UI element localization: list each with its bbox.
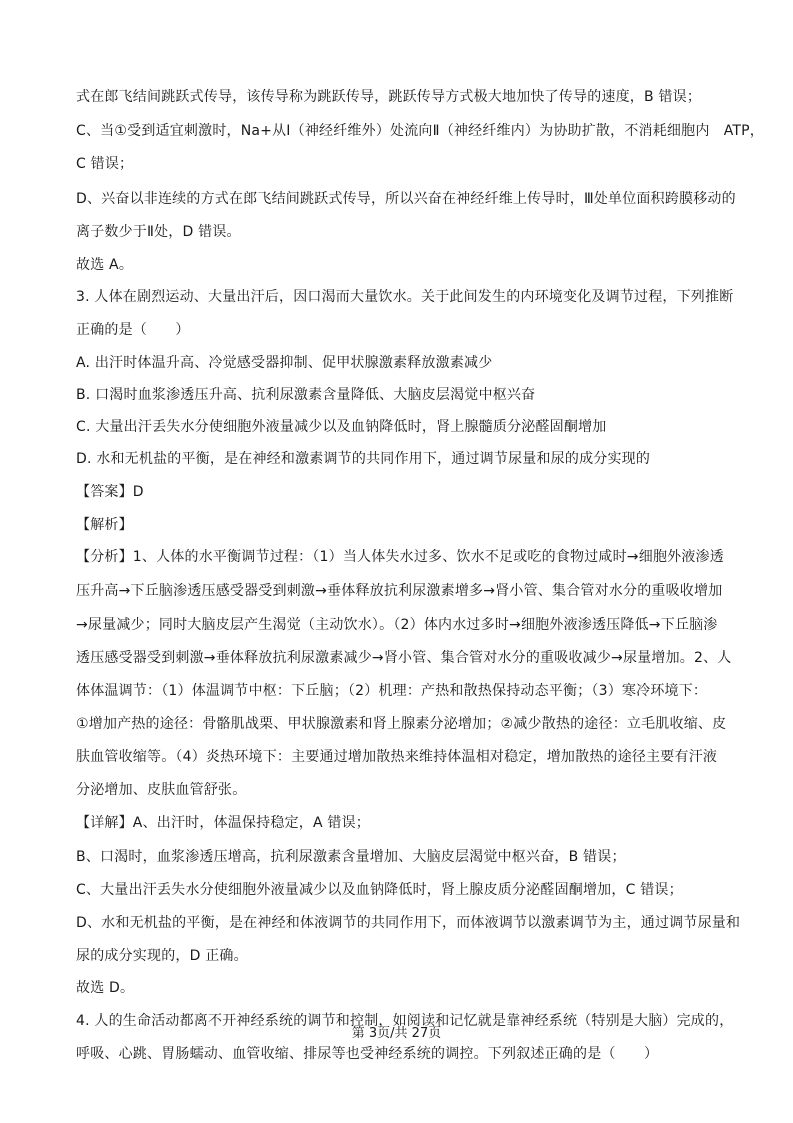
text-line: C 错误； — [76, 156, 134, 172]
detail-text: 【详解】A、出汗时，体温保持稳定，A 错误； — [76, 815, 371, 831]
text-line: C、当①受到适宜刺激时，Na+从Ⅰ（神经纤维外）处流向Ⅱ（神经纤维内）为协助扩散，不消耗细胞内 ATP， — [76, 123, 765, 139]
analysis-text: 分泌增加、皮肤血管舒张。 — [76, 782, 247, 798]
detail-text: 故选 D。 — [76, 980, 135, 996]
analysis-text: 透压感受器受到刺激→垂体释放抗利尿激素减少→肾小管、集合管对水分的重吸收减少→尿量增加。2、人 — [76, 650, 732, 666]
text-line: 离子数少于Ⅱ处，D 错误。 — [76, 224, 241, 240]
detail-text: D、水和无机盐的平衡，是在神经和体液调节的共同作用下，而体液调节以激素调节为主，通过调节尿量和 — [76, 915, 741, 931]
text-line: D、兴奋以非连续的方式在郎飞结间跳跃式传导，所以兴奋在神经纤维上传导时，Ⅲ处单位面积跨膜移动的 — [76, 191, 736, 207]
question-3-stem: 3. 人体在剧烈运动、大量出汗后，因口渴而大量饮水。关于此间发生的内环境变化及调节过程，下列推断 — [76, 289, 734, 305]
detail-text: C、大量出汗丢失水分使细胞外液量减少以及血钠降低时，肾上腺皮质分泌醛固酮增加，C 错误； — [76, 882, 683, 898]
option-a: A. 出汗时体温升高、冷觉感受器抑制、促甲状腺激素释放激素减少 — [76, 355, 493, 371]
text-line: 故选 A。 — [76, 257, 134, 273]
option-b: B. 口渴时血浆渗透压升高、抗利尿激素含量降低、大脑皮层渴觉中枢兴奋 — [76, 387, 536, 403]
text-line: 式在郎飞结间跳跃式传导，该传导称为跳跃传导，跳跃传导方式极大地加快了传导的速度，B 错误； — [76, 89, 702, 105]
option-c: C. 大量出汗丢失水分使细胞外液量减少以及血钠降低时，肾上腺髓质分泌醛固酮增加 — [76, 419, 607, 435]
analysis-text: ①增加产热的途径：骨骼肌战栗、甲状腺激素和肾上腺素分泌增加；②减少散热的途径：立毛肌收缩、皮 — [76, 716, 727, 732]
analysis-text: 体体温调节：（1）体温调节中枢：下丘脑；（2）机理：产热和散热保持动态平衡；（3）寒冷环境下： — [76, 683, 708, 699]
page-number: 第 3页/共 27页 — [351, 1026, 442, 1041]
analysis-text: 【分析】1、人体的水平衡调节过程：（1）当人体失水过多、饮水不足或吃的食物过咸时→细胞外液渗透 — [76, 549, 724, 565]
analysis-text: 压升高→下丘脑渗透压感受器受到刺激→垂体释放抗利尿激素增多→肾小管、集合管对水分的重吸收增加 — [76, 583, 723, 599]
analysis-text: →尿量减少；同时大脑皮层产生渴觉（主动饮水）。（2）体内水过多时→细胞外液渗透压降低→下丘脑渗 — [76, 617, 718, 633]
answer-label: 【答案】D — [76, 484, 144, 500]
option-d: D. 水和无机盐的平衡，是在神经和激素调节的共同作用下，通过调节尿量和尿的成分实现的 — [76, 451, 651, 467]
question-4-stem: 呼吸、心跳、胃肠蠕动、血管收缩、排尿等也受神经系统的调控。下列叙述正确的是（ ） — [76, 1046, 659, 1062]
detail-text: B、口渴时，血浆渗透压增高，抗利尿激素含量增加、大脑皮层渴觉中枢兴奋，B 错误； — [76, 849, 626, 865]
analysis-text: 肤血管收缩等。（4）炎热环境下：主要通过增加散热来维持体温相对稳定，增加散热的途径主要有汗液 — [76, 749, 718, 765]
question-4-stem: 4. 人的生命活动都离不开神经系统的调节和控制，如阅读和记忆就是靠神经系统（特别是大脑）完成的， — [76, 1013, 734, 1029]
detail-text: 尿的成分实现的，D 正确。 — [76, 948, 248, 964]
analysis-heading: 【解析】 — [76, 517, 133, 533]
question-3-stem: 正确的是（ ） — [76, 322, 190, 338]
